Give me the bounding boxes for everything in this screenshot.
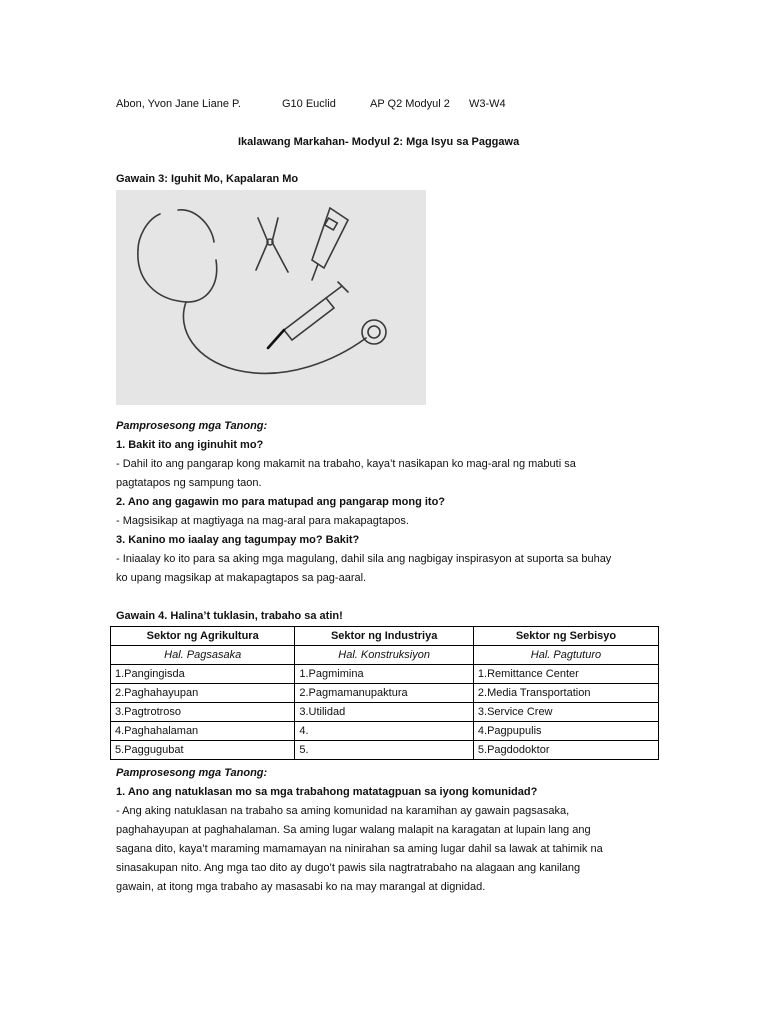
- table-cell: 2.Paghahayupan: [111, 684, 295, 703]
- header-serbisyo: Sektor ng Serbisyo: [473, 627, 658, 646]
- answer-line: sinasakupan nito. Ang mga tao dito ay dugo’t pawis sila nagtratrabaho na alagaan ang kanilang: [116, 862, 581, 874]
- processing-questions-1: [116, 417, 676, 588]
- table-cell: 4.: [295, 722, 474, 741]
- drawing-photo: [116, 190, 426, 405]
- question-community: 1. Ano ang natuklasan mo sa mga trabahong matatagpuan sa iyong komunidad?: [116, 786, 538, 798]
- processing-heading: Pamprosesong mga Tanong:: [116, 420, 268, 432]
- answer-1-line2: pagtatapos ng sampung taon.: [116, 477, 262, 489]
- header-agrikultura: Sektor ng Agrikultura: [111, 627, 295, 646]
- page-title: Ikalawang Markahan- Modyul 2: Mga Isyu sa Paggawa: [238, 136, 520, 148]
- module-code: AP Q2 Modyul 2: [370, 98, 450, 110]
- gawain4-heading: Gawain 4. Halina’t tuklasin, trabaho sa atin!: [116, 610, 343, 622]
- answer-3-line1: - Iniaalay ko ito para sa aking mga magulang, dahil sila ang nagbigay inspirasyon at suporta sa buhay: [116, 553, 612, 565]
- processing-questions-2: [116, 764, 676, 897]
- student-section: G10 Euclid: [282, 98, 336, 110]
- table-cell: 3.Utilidad: [295, 703, 474, 722]
- example-cell: Hal. Pagtuturo: [473, 646, 658, 665]
- table-header-row: [111, 627, 659, 646]
- table-cell: 4.Pagpupulis: [473, 722, 658, 741]
- table-row: [111, 722, 659, 741]
- table-cell: 5.Pagdodoktor: [473, 741, 658, 760]
- table-cell: 1.Pangingisda: [111, 665, 295, 684]
- gawain3-heading: Gawain 3: Iguhit Mo, Kapalaran Mo: [116, 173, 299, 185]
- table-row: [111, 703, 659, 722]
- student-header: [0, 0, 768, 120]
- answer-line: paghahayupan at paghahalaman. Sa aming lugar walang malapit na karagatan at lupain lang ang: [116, 824, 591, 836]
- table-cell: 1.Pagmimina: [295, 665, 474, 684]
- header-industriya: Sektor ng Industriya: [295, 627, 474, 646]
- answer-3-line2: ko upang magsikap at makapagtapos sa pag-aaral.: [116, 572, 367, 584]
- table-cell: 2.Media Transportation: [473, 684, 658, 703]
- table-cell: 3.Service Crew: [473, 703, 658, 722]
- stethoscope-drawing: [116, 190, 426, 405]
- table-cell: 5.: [295, 741, 474, 760]
- answer-1-line1: - Dahil ito ang pangarap kong makamit na trabaho, kaya’t nasikapan ko mag-aral ng mabuti sa: [116, 458, 576, 470]
- table-example-row: [111, 646, 659, 665]
- week-range: W3-W4: [469, 98, 506, 110]
- processing-heading: Pamprosesong mga Tanong:: [116, 767, 268, 779]
- sector-table: [110, 626, 659, 760]
- table-row: [111, 665, 659, 684]
- answer-line: sagana dito, kaya’t maraming mamamayan na ninirahan sa aming lugar dahil sa lawak at tahimik na: [116, 843, 603, 855]
- table-cell: 1.Remittance Center: [473, 665, 658, 684]
- student-name: Abon, Yvon Jane Liane P.: [116, 98, 241, 110]
- table-cell: 5.Paggugubat: [111, 741, 295, 760]
- table-cell: 3.Pagtrotroso: [111, 703, 295, 722]
- table-row: [111, 741, 659, 760]
- answer-line: - Ang aking natuklasan na trabaho sa aming komunidad na karamihan ay gawain pagsasaka,: [116, 805, 570, 817]
- example-cell: Hal. Konstruksiyon: [295, 646, 474, 665]
- table-cell: 2.Pagmamanupaktura: [295, 684, 474, 703]
- table-row: [111, 684, 659, 703]
- answer-line: gawain, at itong mga trabaho ay masasabi ko na may marangal at dignidad.: [116, 881, 486, 893]
- table-cell: 4.Paghahalaman: [111, 722, 295, 741]
- question-1: 1. Bakit ito ang iginuhit mo?: [116, 439, 264, 451]
- example-cell: Hal. Pagsasaka: [111, 646, 295, 665]
- question-2: 2. Ano ang gagawin mo para matupad ang pangarap mong ito?: [116, 496, 446, 508]
- question-3: 3. Kanino mo iaalay ang tagumpay mo? Bakit?: [116, 534, 360, 546]
- answer-2: - Magsisikap at magtiyaga na mag-aral para makapagtapos.: [116, 515, 409, 527]
